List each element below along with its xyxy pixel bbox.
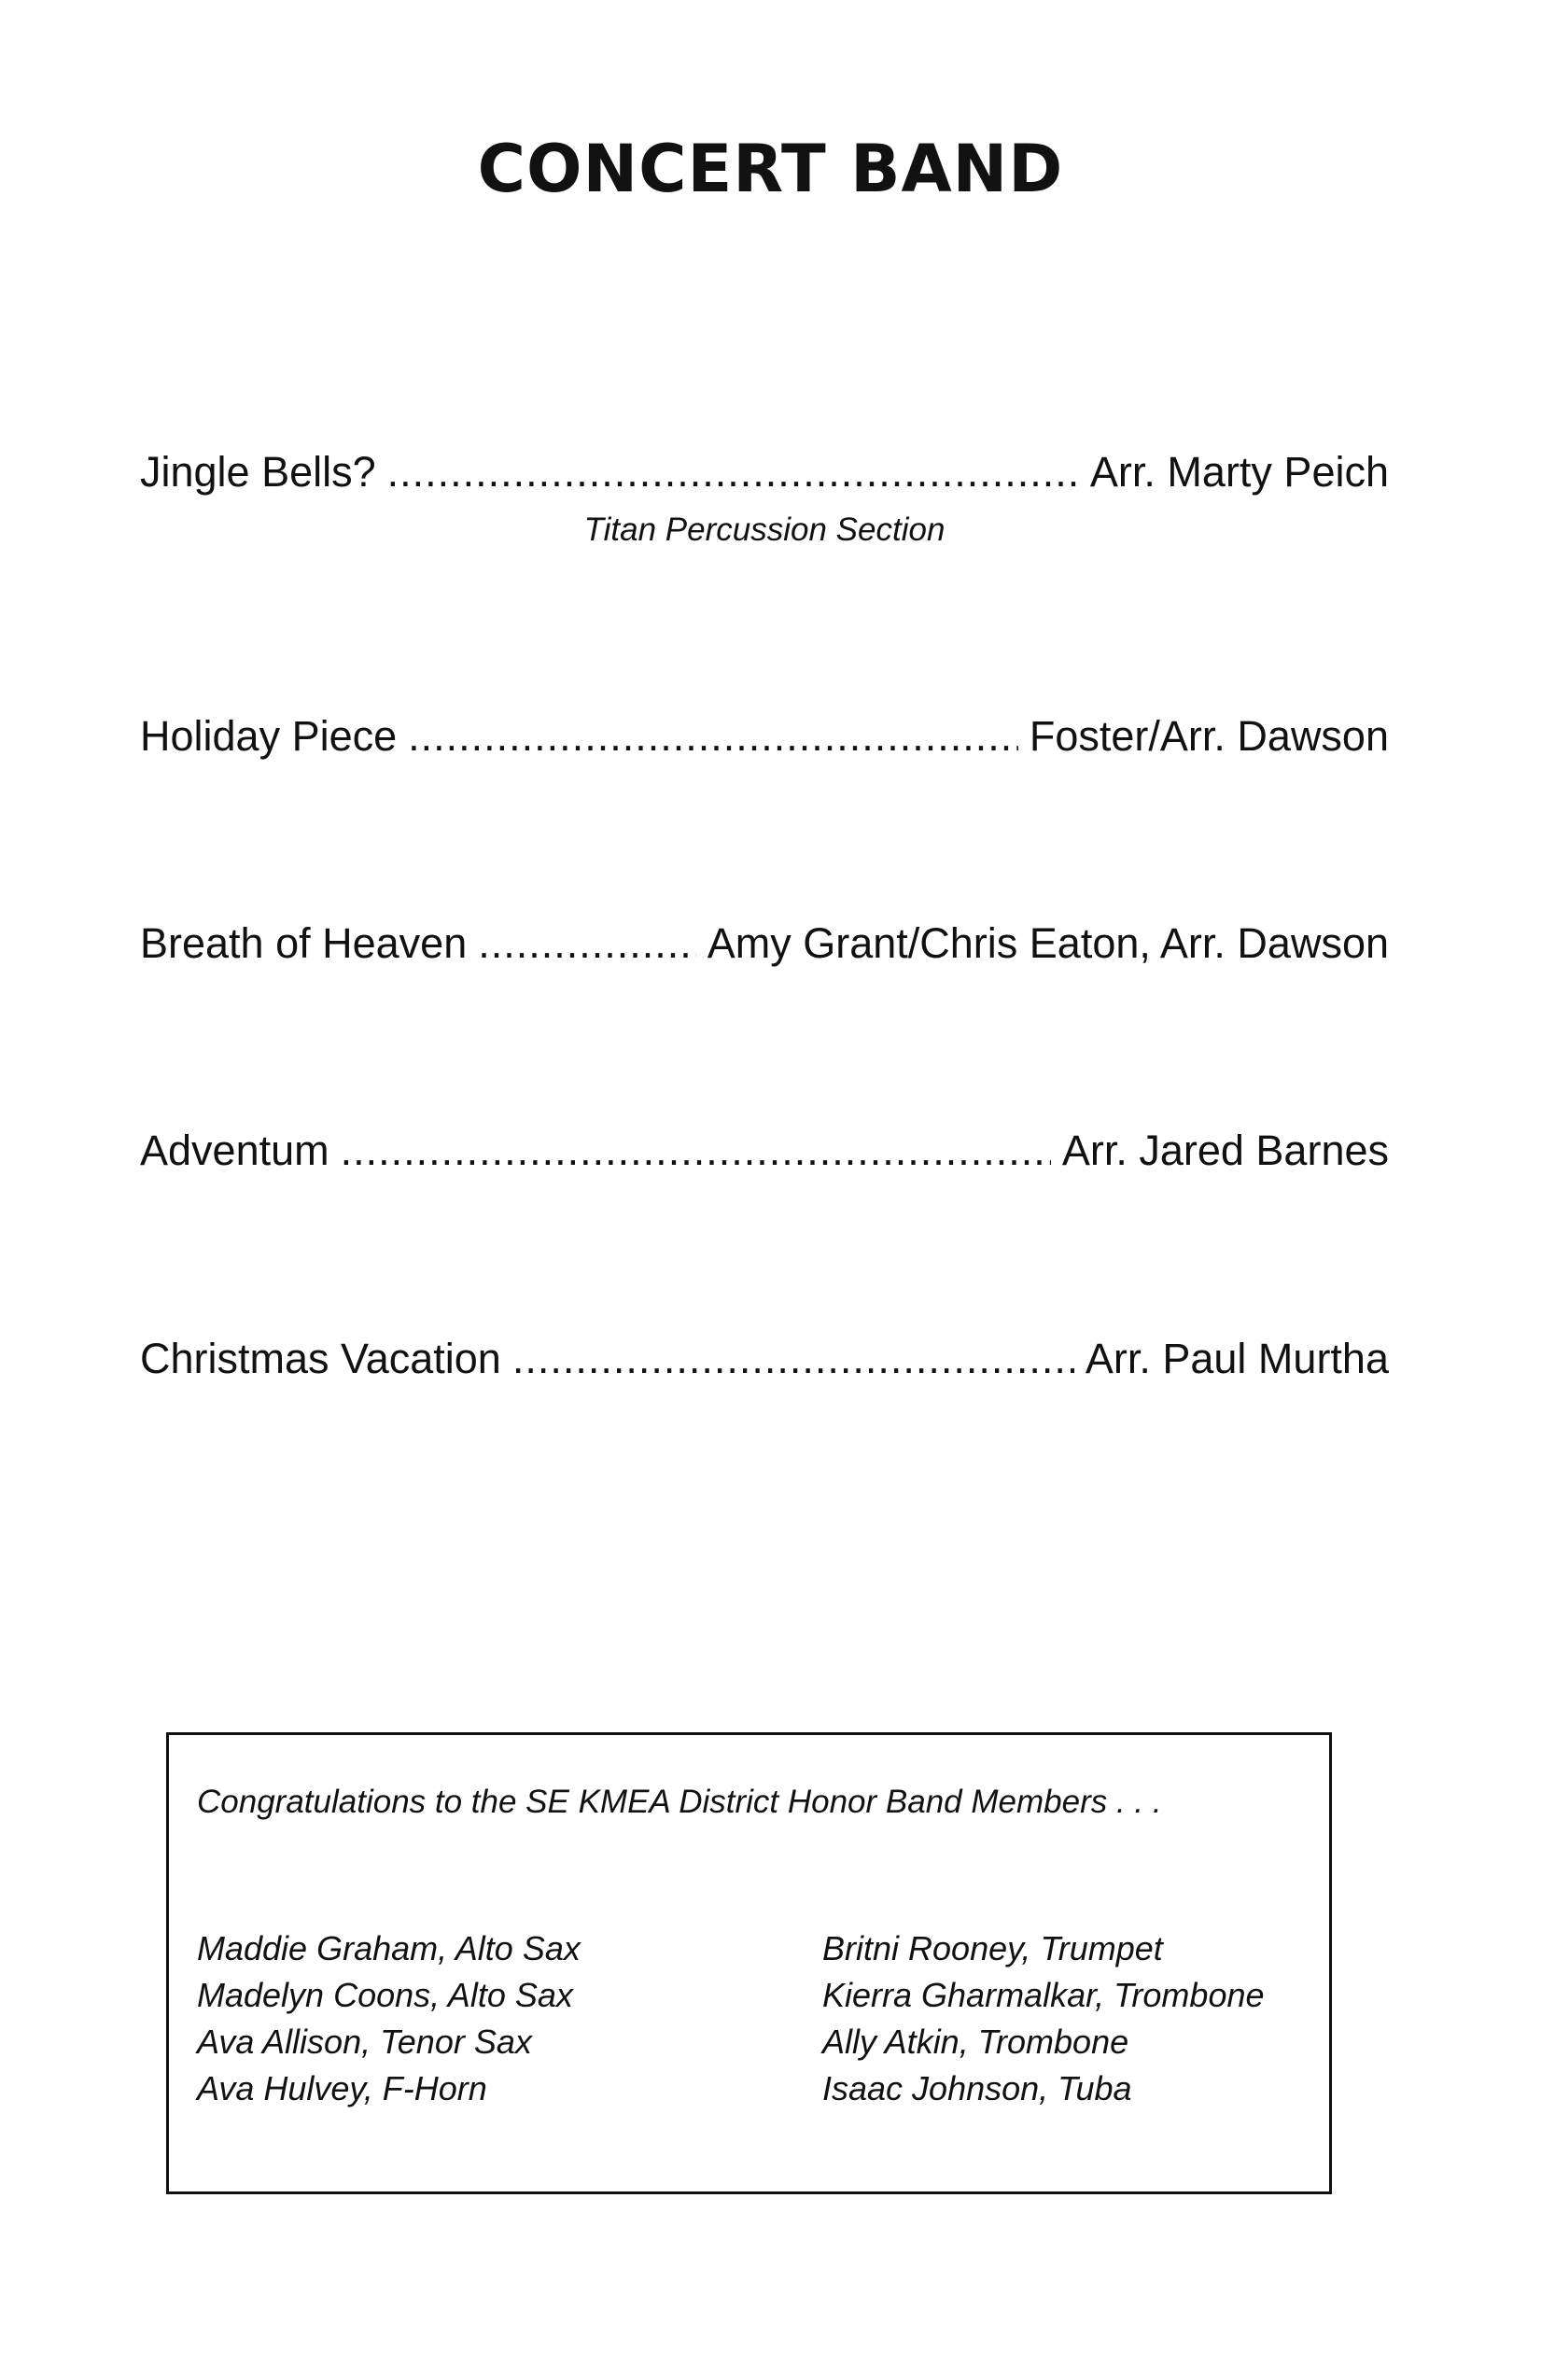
performer-credit: Titan Percussion Section bbox=[583, 511, 946, 548]
composer: Arr. Paul Murtha bbox=[1085, 1335, 1389, 1382]
composer: Amy Grant/Chris Eaton, Arr. Dawson bbox=[707, 919, 1389, 967]
dot-leader bbox=[408, 712, 1018, 761]
program-entry bbox=[140, 712, 1389, 761]
honor-member: Ava Allison, Tenor Sax bbox=[197, 2023, 532, 2061]
page-title: CONCERT BAND bbox=[477, 131, 1064, 207]
dot-leader bbox=[512, 1335, 1074, 1383]
program-entry bbox=[140, 1127, 1389, 1175]
piece-title: Christmas Vacation bbox=[140, 1335, 501, 1382]
honor-member: Ava Hulvey, F-Horn bbox=[197, 2069, 487, 2107]
honor-member: Isaac Johnson, Tuba bbox=[822, 2069, 1132, 2107]
honor-band-box bbox=[166, 1732, 1332, 2194]
piece-title: Jingle Bells? bbox=[140, 448, 376, 496]
composer: Arr. Marty Peich bbox=[1089, 448, 1389, 496]
program-entry bbox=[140, 1335, 1389, 1383]
program-entry bbox=[140, 448, 1389, 497]
dot-leader bbox=[387, 448, 1079, 497]
honor-members-left-column bbox=[197, 1925, 581, 2112]
piece-title: Holiday Piece bbox=[140, 712, 398, 760]
honor-member: Ally Atkin, Trombone bbox=[822, 2023, 1129, 2061]
dot-leader bbox=[478, 919, 696, 968]
honor-member: Maddie Graham, Alto Sax bbox=[197, 1929, 581, 1967]
piece-title: Adventum bbox=[140, 1127, 329, 1174]
honor-members-right-column bbox=[822, 1925, 1265, 2112]
honor-member: Kierra Gharmalkar, Trombone bbox=[822, 1976, 1265, 2014]
honor-member: Madelyn Coons, Alto Sax bbox=[197, 1976, 573, 2014]
composer: Arr. Jared Barnes bbox=[1061, 1127, 1389, 1174]
dot-leader bbox=[341, 1127, 1051, 1175]
piece-title: Breath of Heaven bbox=[140, 919, 468, 967]
honor-band-heading: Congratulations to the SE KMEA District Honor Band Members . . . bbox=[197, 1784, 1162, 1820]
program-entry bbox=[140, 919, 1389, 968]
honor-member: Britni Rooney, Trumpet bbox=[822, 1929, 1163, 1967]
composer: Foster/Arr. Dawson bbox=[1029, 712, 1389, 760]
